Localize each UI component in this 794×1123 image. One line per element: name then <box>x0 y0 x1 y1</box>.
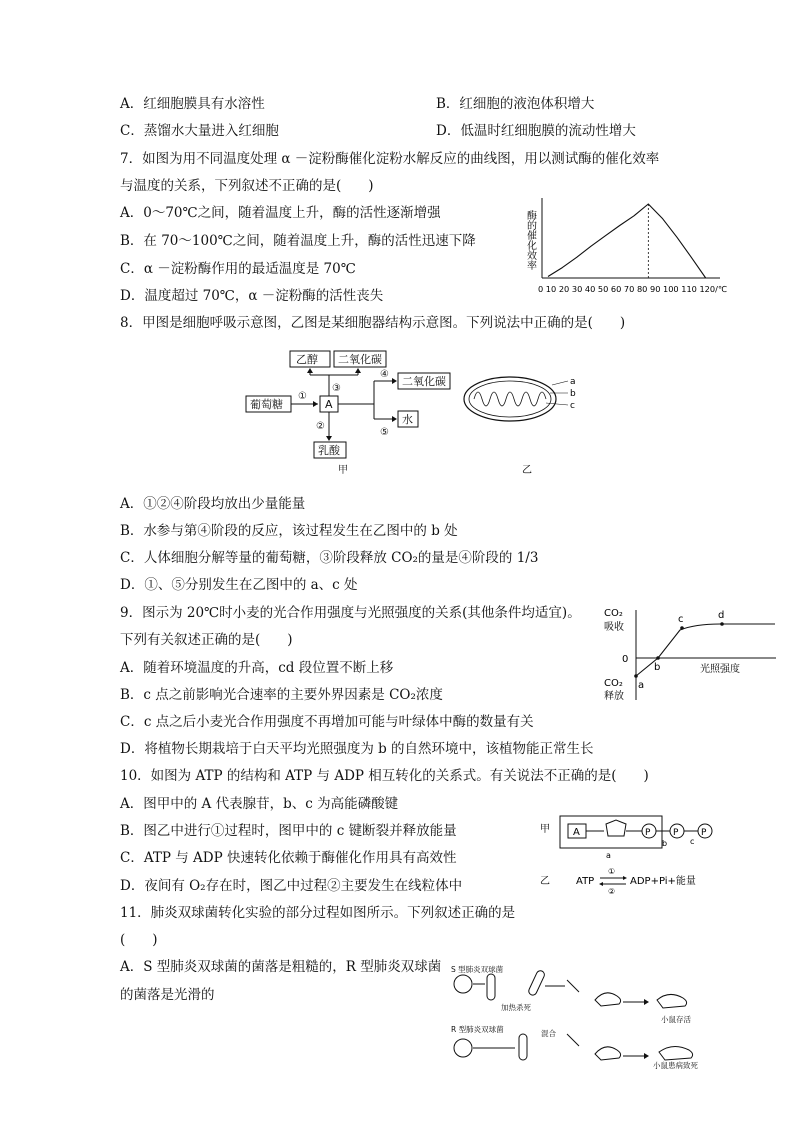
mitochondrion-diagram-yi <box>460 345 590 475</box>
step-1-label: ① <box>298 391 307 402</box>
chart-xticks: 0 10 20 30 40 50 60 70 80 90 100 110 120/℃ <box>538 284 728 294</box>
step-4-label: ④ <box>380 369 389 380</box>
respiration-diagram-jia <box>240 345 470 475</box>
co2-top-label: 二氧化碳 <box>338 353 382 366</box>
a-label: A <box>325 398 333 411</box>
photosynthesis-graph <box>600 602 790 702</box>
q11-paren: ( ) <box>120 932 158 948</box>
q6-option-b: B．红细胞的液泡体积增大 <box>436 96 595 112</box>
q10-option-b: B．图乙中进行①过程时，图甲中的 c 键断裂并释放能量 <box>120 823 457 839</box>
origin-zero: 0 <box>622 654 629 665</box>
diagram-yi-caption: 乙 <box>522 465 532 475</box>
adp-pi-energy: ADP+Pi+能量 <box>630 876 696 887</box>
co2-release-line2: 释放 <box>604 691 624 702</box>
q8-option-a: A．①②④阶段均放出少量能量 <box>120 496 306 512</box>
q10-option-d: D．夜间有 O₂存在时，图乙中过程②主要发生在线粒体中 <box>120 878 463 894</box>
mouse-dies-label: 小鼠患病致死 <box>653 1061 698 1070</box>
q11-stem: 11．肺炎双球菌转化实验的部分过程如图所示。下列叙述正确的是 <box>120 905 516 921</box>
enzyme-activity-chart <box>520 190 730 300</box>
q8-stem: 8．甲图是细胞呼吸示意图，乙图是某细胞器结构示意图。下列说法中正确的是( ) <box>120 315 626 331</box>
glucose-label: 葡萄糖 <box>250 398 283 411</box>
water-label: 水 <box>402 413 413 426</box>
phosphate-3: P <box>701 828 707 838</box>
q9-option-c: C．c 点之后小麦光合作用强度不再增加可能与叶绿体中酶的数量有关 <box>120 714 534 730</box>
point-b: b <box>654 662 661 673</box>
adenine-a: A <box>573 827 580 838</box>
point-a: a <box>638 680 645 691</box>
mouse-survives-label: 小鼠存活 <box>661 1015 691 1024</box>
q7-option-a: A．0～70℃之间，随着温度上升，酶的活性逐渐增强 <box>120 205 441 221</box>
q11-option-a-line2: 的菌落是光滑的 <box>120 987 215 1003</box>
co2-absorb-line1: CO₂ <box>604 608 623 619</box>
q6-option-d: D．低温时红细胞膜的流动性增大 <box>436 123 636 139</box>
atp-label: ATP <box>576 876 595 887</box>
atp-structure-diagram <box>538 810 738 900</box>
reverse-2: ② <box>608 887 616 896</box>
ethanol-label: 乙醇 <box>296 353 318 366</box>
label-c: c <box>690 837 695 846</box>
q6-option-c: C．蒸馏水大量进入红细胞 <box>120 123 279 139</box>
x-axis-label: 光照强度 <box>700 664 740 675</box>
q9-option-b: B．c 点之前影响光合速率的主要外界因素是 CO₂浓度 <box>120 687 443 703</box>
phosphate-1: P <box>645 828 651 838</box>
forward-1: ① <box>608 867 616 876</box>
q10-option-c: C．ATP 与 ADP 快速转化依赖于酶催化作用具有高效性 <box>120 850 457 866</box>
q9-stem-line1: 9．图示为 20℃时小麦的光合作用强度与光照强度的关系(其他条件均适宜)。 <box>120 605 581 621</box>
q8-option-c: C．人体细胞分解等量的葡萄糖，③阶段释放 CO₂的量是④阶段的 1/3 <box>120 550 539 566</box>
q11-option-a-line1: A．S 型肺炎双球菌的菌落是粗糙的，R 型肺炎双球菌 <box>120 959 442 975</box>
q8-option-d: D．①、⑤分别发生在乙图中的 a、c 处 <box>120 577 358 593</box>
co2-release-line1: CO₂ <box>604 678 623 689</box>
q9-option-a: A．随着环境温度的升高，cd 段位置不断上移 <box>120 660 394 676</box>
phosphate-2: P <box>673 828 679 838</box>
mix-label: 混合 <box>541 1029 556 1038</box>
q7-option-d: D．温度超过 70℃，α －淀粉酶的活性丧失 <box>120 288 384 304</box>
diagram-yi-label: 乙 <box>540 876 550 887</box>
label-b: b <box>570 389 576 399</box>
point-c: c <box>678 614 684 625</box>
step-5-label: ⑤ <box>380 427 389 438</box>
diagram-jia-caption: 甲 <box>338 465 348 475</box>
q6-option-a: A．红细胞膜具有水溶性 <box>120 96 265 112</box>
label-a: a <box>606 851 611 860</box>
co2-absorb-line2: 吸收 <box>604 622 624 633</box>
s-type-label: S 型肺炎双球菌 <box>451 965 504 974</box>
label-c: c <box>570 401 575 411</box>
q8-option-b: B．水参与第④阶段的反应，该过程发生在乙图中的 b 处 <box>120 523 458 539</box>
point-d: d <box>718 610 725 621</box>
q7-stem-line1: 7．如图为用不同温度处理 α －淀粉酶催化淀粉水解反应的曲线图，用以测试酶的催化效率 <box>120 151 660 167</box>
label-a: a <box>570 377 576 387</box>
q9-stem-line2: 下列有关叙述正确的是( ) <box>120 632 293 648</box>
co2-right-label: 二氧化碳 <box>402 375 446 388</box>
q7-option-c: C．α －淀粉酶作用的最适温度是 70℃ <box>120 261 356 277</box>
q10-stem: 10．如图为 ATP 的结构和 ATP 与 ADP 相互转化的关系式。有关说法不正确的是( ) <box>120 768 649 784</box>
diagram-jia-label: 甲 <box>540 824 550 835</box>
q9-option-d: D．将植物长期栽培于白天平均光照强度为 b 的自然环境中，该植物能正常生长 <box>120 741 594 757</box>
q7-option-b: B．在 70～100℃之间，随着温度上升，酶的活性迅速下降 <box>120 233 476 249</box>
chart-ylabel: 酶的催化效率 <box>524 210 536 270</box>
r-type-label: R 型肺炎双球菌 <box>451 1025 504 1034</box>
heat-kill-label: 加热杀死 <box>501 1003 531 1012</box>
step-3-label: ③ <box>332 383 341 394</box>
q10-option-a: A．图甲中的 A 代表腺苷，b、c 为高能磷酸键 <box>120 796 399 812</box>
lactic-acid-label: 乳酸 <box>318 444 340 457</box>
q7-stem-line2: 与温度的关系，下列叙述不正确的是( ) <box>120 178 374 194</box>
step-2-label: ② <box>316 421 325 432</box>
label-b: b <box>662 839 668 848</box>
pneumococcus-experiment-diagram <box>445 962 735 1072</box>
enzyme-activity-curve <box>548 204 706 278</box>
